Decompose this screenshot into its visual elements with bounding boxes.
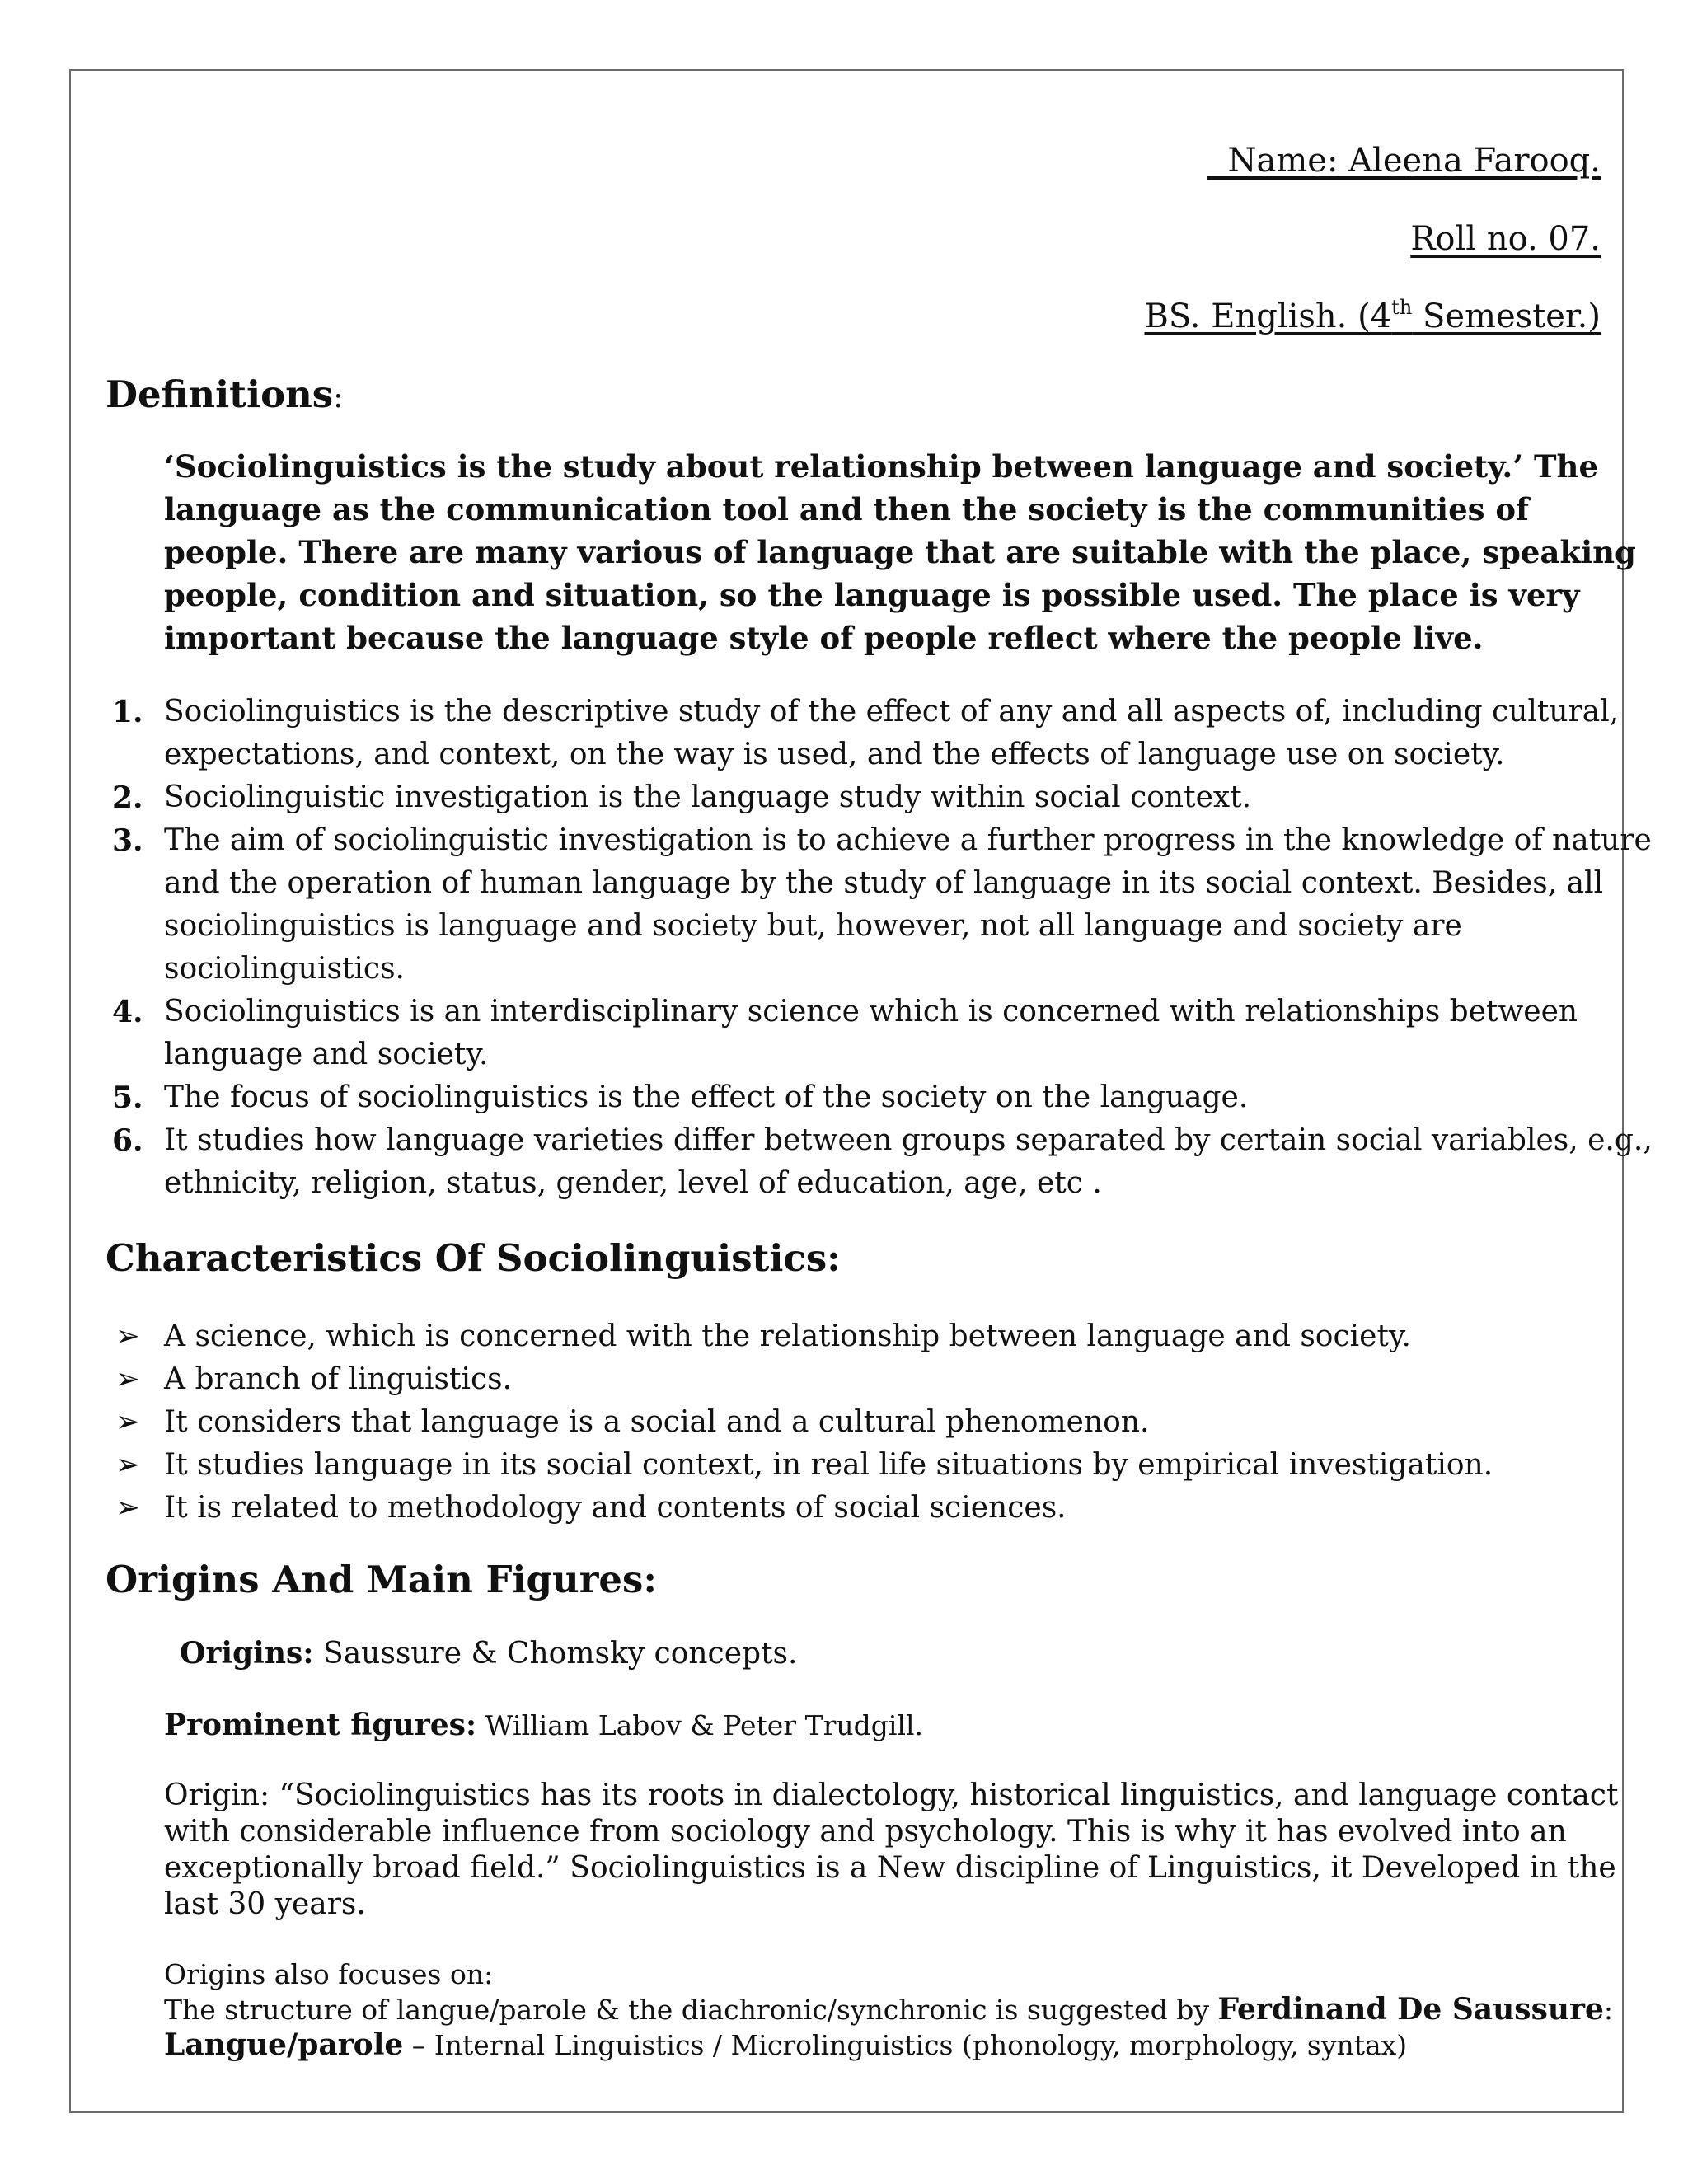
item-line: The aim of sociolinguistic investigation is to achieve a further progress in the knowledge of nature xyxy=(164,823,1652,857)
origin-quote xyxy=(164,1778,1618,1923)
definitions-list xyxy=(0,691,1688,1205)
arrow-bullet-icon: ➢ xyxy=(115,1319,141,1353)
focus-intro: Origins also focuses on: xyxy=(164,1958,494,1990)
item-text: A science, which is concerned with the relationship between language and society. xyxy=(164,1319,1411,1353)
arrow-bullet-icon: ➢ xyxy=(115,1405,141,1439)
item-text: It studies language in its social context, in real life situations by empirical investigation. xyxy=(164,1448,1493,1482)
quote-line: language as the communication tool and then the society is the communities of xyxy=(164,491,1529,527)
origins-heading: Origins And Main Figures: xyxy=(106,1558,658,1601)
list-item xyxy=(0,819,1688,991)
arrow-bullet-icon: ➢ xyxy=(115,1362,141,1396)
characteristics-heading: Characteristics Of Sociolinguistics: xyxy=(106,1236,841,1280)
item-text: It considers that language is a social and a cultural phenomenon. xyxy=(164,1405,1150,1439)
item-line: sociolinguistics. xyxy=(164,952,405,986)
list-item xyxy=(0,1401,1688,1444)
arrow-bullet-icon: ➢ xyxy=(115,1491,141,1525)
item-number: 2. xyxy=(112,780,143,815)
item-line: Sociolinguistics is the descriptive study of the effect of any and all aspects of, including cultural, xyxy=(164,695,1620,729)
quote-line: people. There are many various of language that are suitable with the place, speaking xyxy=(164,534,1636,570)
quote-line: with considerable influence from sociology and psychology. This is why it has evolved into an xyxy=(164,1815,1567,1849)
langue-line: Langue/parole – Internal Linguistics / Microlinguistics (phonology, morphology, syntax) xyxy=(164,2027,1408,2062)
list-item xyxy=(0,691,1688,776)
item-text: It is related to methodology and contents of social sciences. xyxy=(164,1491,1067,1525)
item-line: and the operation of human language by the study of language in its social context. Besides, all xyxy=(164,866,1604,900)
student-name: Name: Aleena Farooq. xyxy=(1227,142,1601,180)
list-item xyxy=(0,776,1688,819)
item-number: 6. xyxy=(112,1123,143,1158)
item-number: 4. xyxy=(112,995,143,1029)
prominent-figures-line: Prominent figures: William Labov & Peter Trudgill. xyxy=(164,1708,924,1742)
structure-line: The structure of langue/parole & the diachronic/synchronic is suggested by Ferdinand De Saussure: xyxy=(164,1992,1614,2027)
list-item xyxy=(0,1487,1688,1530)
figures-label: Prominent figures: xyxy=(164,1708,477,1742)
item-line: The focus of sociolinguistics is the effect of the society on the language. xyxy=(164,1080,1249,1114)
list-item xyxy=(0,1358,1688,1401)
list-item xyxy=(0,1315,1688,1358)
definitions-heading: Definitions: xyxy=(106,373,344,416)
item-line: expectations, and context, on the way is used, and the effects of language use on society. xyxy=(164,738,1505,771)
item-line: sociolinguistics is language and society but, however, not all language and society are xyxy=(164,909,1462,943)
quote-line: ‘Sociolinguistics is the study about relationship between language and society.’ The xyxy=(164,448,1598,485)
quote-line: last 30 years. xyxy=(164,1887,366,1921)
origins-line: Origins: Saussure & Chomsky concepts. xyxy=(180,1636,798,1671)
item-number: 3. xyxy=(112,823,143,858)
characteristics-list xyxy=(0,1315,1688,1530)
roll-number: Roll no. 07. xyxy=(1410,220,1601,258)
item-line: ethnicity, religion, status, gender, level of education, age, etc . xyxy=(164,1166,1102,1200)
item-line: language and society. xyxy=(164,1038,489,1071)
origins-focus xyxy=(164,1957,1613,2063)
list-item xyxy=(0,1076,1688,1119)
quote-line: important because the language style of people reflect where the people live. xyxy=(164,620,1484,656)
list-item xyxy=(0,1444,1688,1487)
item-number: 1. xyxy=(112,695,143,729)
item-line: Sociolinguistic investigation is the language study within social context. xyxy=(164,780,1252,814)
item-line: It studies how language varieties differ between groups separated by certain social variables, e.g., xyxy=(164,1123,1653,1157)
program-semester: BS. English. (4th Semester.) xyxy=(1144,296,1601,335)
quote-line: exceptionally broad field.” Sociolinguistics is a New discipline of Linguistics, it Developed in the xyxy=(164,1851,1616,1885)
item-text: A branch of linguistics. xyxy=(164,1362,513,1396)
quote-line: people, condition and situation, so the language is possible used. The place is very xyxy=(164,577,1580,613)
origins-label: Origins: xyxy=(180,1636,314,1671)
item-number: 5. xyxy=(112,1080,143,1115)
quote-line: Origin: “Sociolinguistics has its roots in dialectology, historical linguistics, and language contact xyxy=(164,1779,1619,1812)
item-line: Sociolinguistics is an interdisciplinary science which is concerned with relationships between xyxy=(164,995,1578,1029)
definition-quote xyxy=(164,445,1636,659)
arrow-bullet-icon: ➢ xyxy=(115,1448,141,1482)
list-item xyxy=(0,1119,1688,1205)
list-item xyxy=(0,991,1688,1076)
